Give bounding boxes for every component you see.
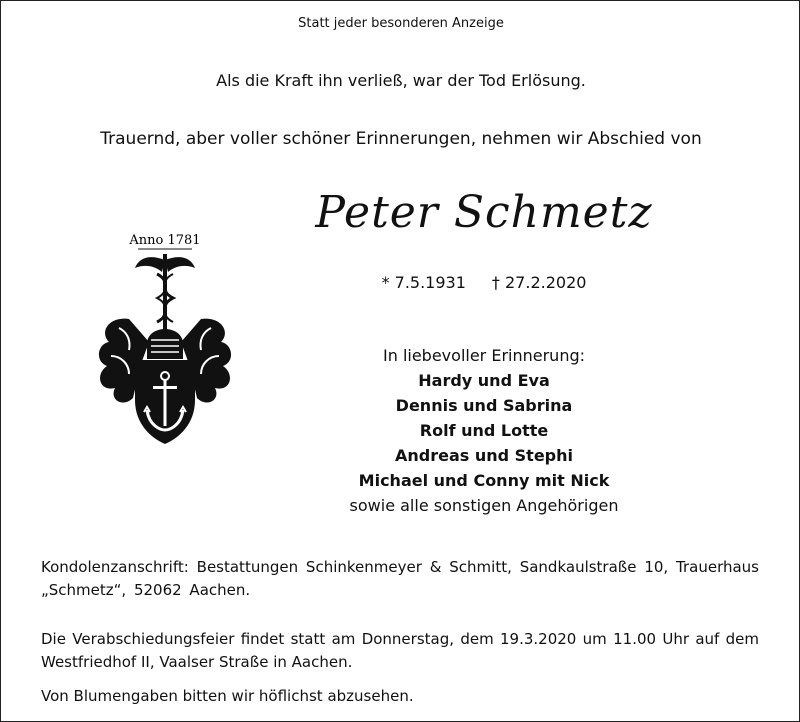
- ceremony-info: Die Verabschiedungsfeier findet statt am Donnerstag, dem 19.3.2020 um 11.00 Uhr auf dem Westfriedhof II, Vaalser Straße in Aachen.: [41, 630, 759, 671]
- notice-header: Statt jeder besonderen Anzeige: [298, 16, 504, 31]
- mourner-name: Michael und Conny mit Nick: [358, 471, 610, 490]
- deceased-name: Peter Schmetz: [315, 187, 653, 238]
- flowers-note: Von Blumengaben bitten wir höflichst abzusehen.: [41, 687, 414, 705]
- life-dates: [241, 273, 727, 292]
- mourner-name: Andreas und Stephi: [394, 446, 573, 465]
- motto: Als die Kraft ihn verließ, war der Tod Erlösung.: [216, 71, 586, 90]
- death-date: † 27.2.2020: [491, 273, 587, 292]
- mourner-name: Rolf und Lotte: [419, 421, 549, 440]
- crest-caption: Anno 1781: [129, 233, 201, 248]
- birth-date: * 7.5.1931: [381, 273, 466, 292]
- mourner-name: Hardy und Eva: [418, 371, 550, 390]
- mourner-name: Dennis und Sabrina: [395, 396, 573, 415]
- mourners-closing: sowie alle sonstigen Angehörigen: [349, 496, 619, 515]
- condolence-address: Kondolenzanschrift: Bestattungen Schinkenmeyer & Schmitt, Sandkaulstraße 10, Trauerhaus „Schmetz“, 52062 Aachen.: [41, 558, 759, 599]
- mourners-block: [241, 343, 727, 518]
- mourners-intro: In liebevoller Erinnerung:: [383, 346, 585, 365]
- coat-of-arms-anchor-icon: [89, 224, 259, 454]
- intro-text: Trauernd, aber voller schöner Erinnerungen, nehmen wir Abschied von: [100, 129, 702, 149]
